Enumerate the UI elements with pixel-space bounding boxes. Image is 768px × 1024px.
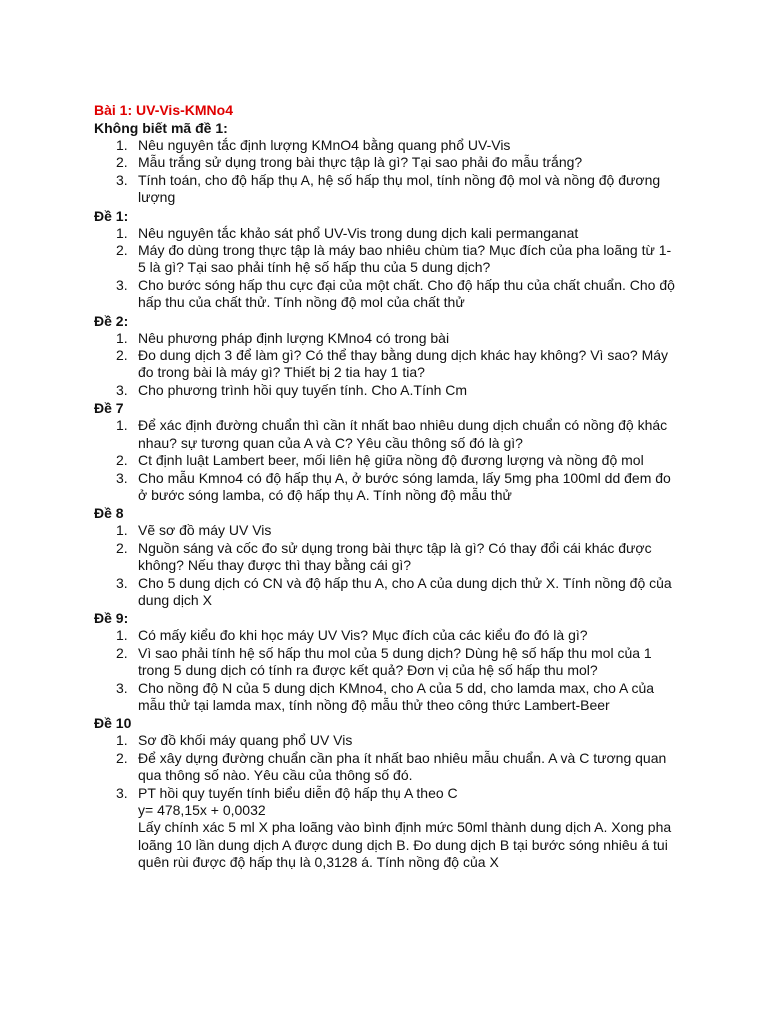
question-item (94, 470, 678, 505)
question-number: 2. (116, 242, 128, 259)
question-text: Có mấy kiểu đo khi học máy UV Vis? Mục đích của các kiểu đo đó là gì? (138, 627, 588, 644)
question-item (94, 242, 678, 277)
section-heading: Không biết mã đề 1: (94, 120, 228, 136)
question-text: Ct định luật Lambert beer, mối liên hệ giữa nồng độ đương lượng và nồng độ mol (138, 452, 644, 469)
question-text: Đo dung dịch 3 để làm gì? Có thể thay bằng dung dịch khác hay không? Vì sao? Máy đo trong bài là máy gì? Thiết bị 2 tia hay 1 tia? (138, 347, 669, 381)
question-item (94, 347, 678, 382)
question-list (94, 732, 728, 871)
question-text: Nguồn sáng và cốc đo sử dụng trong bài thực tập là gì? Có thay đổi cái khác được không? Nếu thay được thì thay bằng cái gì? (138, 539, 652, 574)
question-text: Máy đo dùng trong thực tập là máy bao nhiêu chùm tia? Mục đích của pha loãng từ 1-5 là gì? Tại sao phải tính hệ số hấp thu của 5 dung dịch? (138, 242, 672, 276)
question-item (94, 137, 678, 154)
question-number: 2. (116, 749, 128, 766)
question-sections (94, 119, 728, 872)
document-title: Bài 1: UV-Vis-KMNo4 (94, 102, 233, 118)
question-item (94, 417, 678, 452)
question-number: 3. (116, 574, 128, 591)
question-text: Nêu nguyên tắc định lượng KMnO4 bằng quang phổ UV-Vis (138, 137, 511, 153)
question-number: 3. (116, 469, 128, 486)
question-text: Tính toán, cho độ hấp thụ A, hệ số hấp thụ mol, tính nồng độ mol và nồng độ đương lượng (138, 171, 661, 206)
question-text: Cho phương trình hồi quy tuyến tính. Cho A.Tính Cm (138, 381, 468, 398)
question-number: 3. (116, 276, 128, 293)
question-number: 3. (116, 784, 128, 801)
question-number: 2. (116, 539, 128, 556)
question-item (94, 225, 678, 242)
question-item (94, 785, 678, 872)
question-item (94, 732, 678, 749)
question-text: Cho nồng độ N của 5 dung dịch KMno4, cho A của 5 dd, cho lamda max, cho A của mẫu thử tại lamda max, tính nồng độ mẫu thử theo công thức Lambert-Beer (138, 679, 655, 713)
question-text: Để xác định đường chuẩn thì cần ít nhất bao nhiêu dung dịch chuẩn có nồng độ khác nhau? sự tương quan của A và C? Yêu cầu thông số đó là gì? (138, 417, 668, 451)
question-text: Để xây dựng đường chuẩn cần pha ít nhất bao nhiêu mẫu chuẩn. A và C tương quan qua thông số nào. Yêu cầu của thông số đó. (138, 749, 667, 784)
question-text: Vì sao phải tính hệ số hấp thu mol của 5 dung dịch? Dùng hệ số hấp thu mol của 1 trong 5 dung dịch có tính ra được kết quả? Đơn vị của hệ số hấp thu mol? (138, 644, 652, 679)
question-item (94, 645, 678, 680)
question-number: 1. (116, 417, 128, 434)
section-heading: Đề 8 (94, 505, 124, 522)
question-text: Nêu nguyên tắc khảo sát phổ UV-Vis trong dung dịch kali permanganat (138, 224, 579, 241)
question-list (94, 225, 728, 312)
section-heading: Đề 2: (94, 312, 129, 329)
question-text: Mẫu trắng sử dụng trong bài thực tập là gì? Tại sao phải đo mẫu trắng? (138, 154, 583, 171)
question-text: Sơ đồ khối máy quang phổ UV Vis (138, 732, 353, 749)
question-number: 1. (116, 224, 128, 241)
question-list (94, 417, 728, 504)
question-number: 2. (116, 154, 128, 171)
question-text: Vẽ sơ đồ máy UV Vis (138, 522, 272, 539)
section-heading: Đề 1: (94, 207, 129, 224)
question-text: Cho mẫu Kmno4 có độ hấp thụ A, ở bước sóng lamda, lấy 5mg pha 100ml dd đem đo ở bước sóng lamba, có độ hấp thụ A. Tính nồng độ mẫu thử (138, 469, 671, 503)
question-item (94, 575, 678, 610)
question-text: Cho 5 dung dịch có CN và độ hấp thu A, cho A của dung dịch thử X. Tính nồng độ của dung dịch X (138, 574, 672, 608)
question-item (94, 452, 678, 469)
question-item (94, 382, 678, 399)
question-number: 1. (116, 522, 128, 539)
question-number: 2. (116, 644, 128, 661)
section-heading: Đề 7 (94, 400, 124, 417)
question-item (94, 750, 678, 785)
question-item (94, 680, 678, 715)
question-text: PT hồi quy tuyến tính biểu diễn độ hấp thụ A theo C y= 478,15x + 0,0032 Lấy chính xác 5 ml X pha loãng vào bình định mức 50ml thành dung dịch A. Xong pha loãng 10 lần dung dịch A được dung dịch B. Đo dung dịch B tại bước sóng nhiêu á tui quên rùi được độ hấp thụ là 0,3128 á. Tính nồng độ của X (138, 784, 672, 871)
question-list (94, 522, 728, 609)
question-list (94, 137, 728, 207)
question-number: 1. (116, 627, 128, 644)
question-list (94, 627, 728, 714)
section-heading: Đề 9: (94, 610, 129, 627)
question-number: 2. (116, 347, 128, 364)
question-item (94, 172, 678, 207)
question-number: 2. (116, 452, 128, 469)
question-item (94, 277, 678, 312)
question-number: 3. (116, 679, 128, 696)
question-number: 1. (116, 329, 128, 346)
question-number: 1. (116, 732, 128, 749)
question-number: 1. (116, 137, 128, 153)
question-number: 3. (116, 381, 128, 398)
question-number: 3. (116, 171, 128, 188)
question-item (94, 154, 678, 171)
question-item (94, 627, 678, 644)
question-list (94, 330, 728, 400)
question-text: Cho bước sóng hấp thu cực đại của một chất. Cho độ hấp thu của chất chuẩn. Cho độ hấp thu của chất thử. Tính nồng độ mol của chất thử (138, 276, 675, 311)
section-heading: Đề 10 (94, 715, 132, 732)
question-item (94, 540, 678, 575)
question-item (94, 522, 678, 539)
question-text: Nêu phương pháp định lượng KMno4 có trong bài (138, 329, 450, 346)
question-item (94, 330, 678, 347)
